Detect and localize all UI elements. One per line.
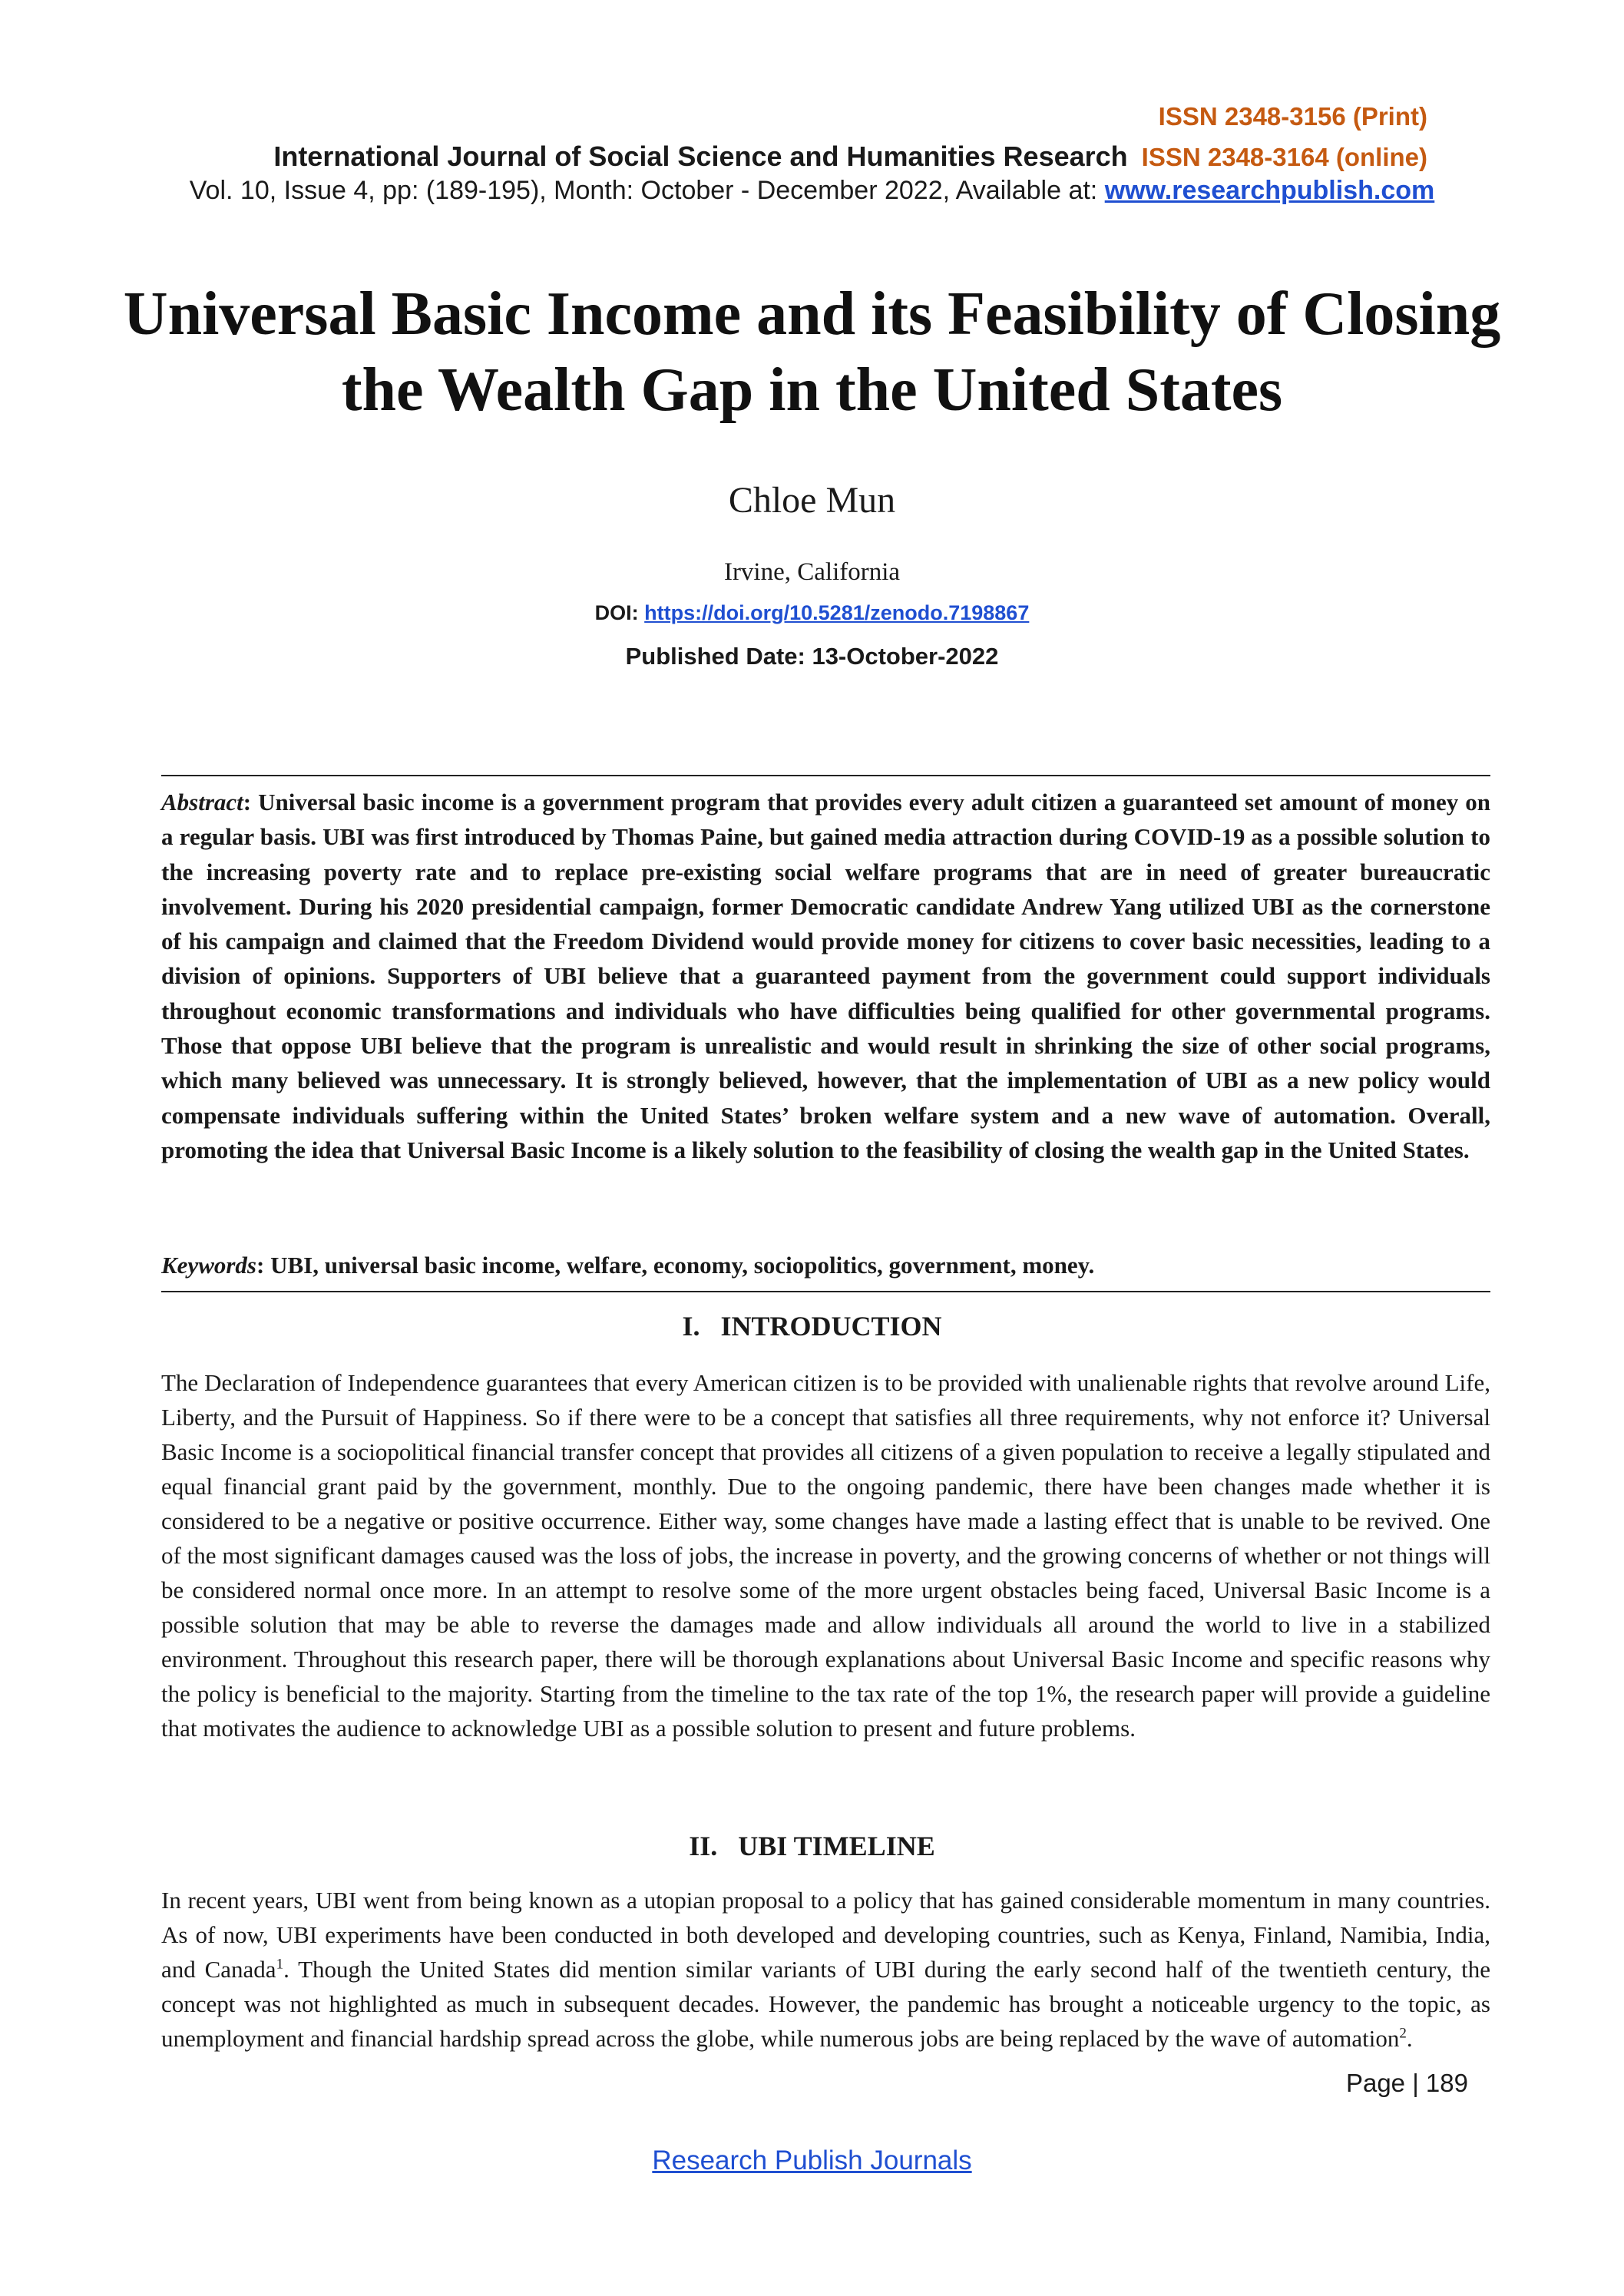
keywords-label: Keywords	[161, 1252, 256, 1279]
doi-line	[0, 601, 1624, 625]
author-name: Chloe Mun	[728, 480, 896, 521]
abstract-bottom-rule	[161, 1291, 1490, 1292]
timeline-text-b: . Though the United States did mention similar variants of UBI during the early second half of the twentieth century, the concept was not highlighted as much in subsequent decades. However, the pandemic has brought a noticeable urgency to the topic, as unemployment and financial hardship spread across the globe, while numerous jobs are being replaced by the wave of automation	[161, 1956, 1490, 2052]
timeline-text-c: .	[1406, 2025, 1413, 2052]
abstract-text: : Universal basic income is a government program that provides every adult citizen a guaranteed set amount of money on a regular basis. UBI was first introduced by Thomas Paine, but gained media attraction during COVID-19 as a possible solution to the increasing poverty rate and to replace pre-existing social welfare programs that are in need of greater bureaucratic involvement. During his 2020 presidential campaign, former Democratic candidate Andrew Yang utilized UBI as the cornerstone of his campaign and claimed that the Freedom Dividend would provide money for citizens to cover basic necessities, leading to a division of opinions. Supporters of UBI believe that a guaranteed payment from the government could support individuals throughout economic transformations and individuals who have difficulties being qualified for other governmental programs. Those that oppose UBI believe that the program is unrealistic and would result in shrinking the size of other social programs, which many believed was unnecessary. It is strongly believed, however, that the implementation of UBI as a new policy would compensate individuals suffering within the United States’ broken welfare system and a new wave of automation. Overall, promoting the idea that Universal Basic Income is a likely solution to the feasibility of closing the wealth gap in the United States.	[161, 789, 1490, 1163]
abstract-top-rule	[161, 775, 1490, 776]
doi-label: DOI:	[594, 601, 639, 624]
journal-name: International Journal of Social Science and Humanities Research	[273, 141, 1128, 172]
keywords-text: : UBI, universal basic income, welfare, economy, sociopolitics, government, money.	[256, 1252, 1095, 1279]
footnote-ref-2[interactable]: 2	[1399, 2025, 1407, 2042]
doi-link[interactable]: https://doi.org/10.5281/zenodo.7198867	[644, 601, 1030, 624]
volume-info: Vol. 10, Issue 4, pp: (189-195), Month: October - December 2022, Available at:	[189, 176, 1098, 205]
ubi-timeline-paragraph	[161, 1883, 1490, 2056]
published-date: Published Date: 13-October-2022	[625, 643, 999, 670]
section-heading-introduction: I. INTRODUCTION	[682, 1311, 942, 1342]
paper-title: Universal Basic Income and its Feasibility of Closing the Wealth Gap in the United States	[123, 280, 1501, 425]
page-number: Page | 189	[1345, 2069, 1468, 2097]
journal-website-link[interactable]: www.researchpublish.com	[1104, 176, 1435, 205]
abstract-label: Abstract	[161, 789, 243, 816]
section-heading-ubi-timeline: II. UBI TIMELINE	[689, 1831, 935, 1861]
volume-info-line	[0, 176, 1624, 206]
author-affiliation: Irvine, California	[723, 558, 901, 586]
publisher-footer-link[interactable]: Research Publish Journals	[652, 2145, 972, 2175]
introduction-paragraph: The Declaration of Independence guarantees that every American citizen is to be provided with unalienable rights that revolve around Life, Liberty, and the Pursuit of Happiness. So if there were to be a concept that satisfies all three requirements, why not enforce it? Universal Basic Income is a sociopolitical financial transfer concept that provides all citizens of a given population to receive a legally stipulated and equal financial grant paid by the government, monthly. Due to the ongoing pandemic, there have been changes made whether it is considered to be a negative or positive occurrence. Either way, some changes have made a lasting effect that is unable to be revived. One of the most significant damages caused was the loss of jobs, the increase in poverty, and the growing concerns of whether or not things will be considered normal once more. In an attempt to resolve some of the more urgent obstacles being faced, Universal Basic Income is a possible solution that may be able to reverse the damages made and allow individuals all around the world to live in a stabilized environment. Throughout this research paper, there will be thorough explanations about Universal Basic Income and specific reasons why the policy is beneficial to the majority. Starting from the timeline to the tax rate of the top 1%, the research paper will provide a guideline that motivates the audience to acknowledge UBI as a possible solution to present and future problems.	[161, 1369, 1490, 1742]
journal-header-line	[273, 141, 1427, 173]
abstract	[161, 785, 1490, 1167]
issn-online: ISSN 2348-3164 (online)	[1141, 143, 1427, 171]
keywords	[161, 1248, 1490, 1282]
issn-print: ISSN 2348-3156 (Print)	[1158, 102, 1427, 131]
timeline-text-a: In recent years, UBI went from being known as a utopian proposal to a policy that has gained considerable momentum in many countries. As of now, UBI experiments have been conducted in both developed and developing countries, such as Kenya, Finland, Namibia, India, and Canada	[161, 1887, 1490, 1983]
footnote-ref-1[interactable]: 1	[276, 1956, 284, 1973]
